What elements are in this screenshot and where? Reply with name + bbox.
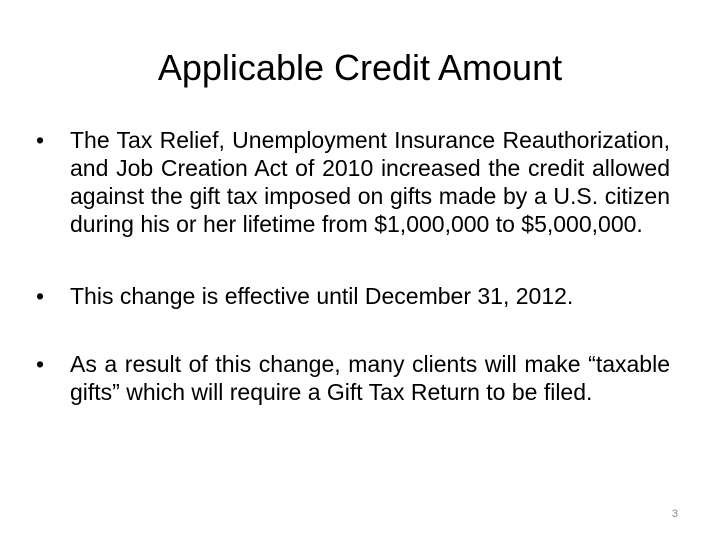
slide-title: Applicable Credit Amount [157, 47, 563, 88]
bullet-mark: • [36, 283, 45, 309]
bullet-text: As a result of this change, many clients will make “taxable gifts” which will require a Gift Tax Return to be filed. [70, 351, 670, 405]
bullet-item [36, 282, 670, 310]
bullet-text: This change is effective until December 31, 2012. [70, 283, 574, 309]
bullet-item [36, 126, 670, 238]
bullet-item [36, 350, 670, 406]
bullet-text: The Tax Relief, Unemployment Insurance Reauthorization, and Job Creation Act of 2010 increased the credit allowed against the gift tax imposed on gifts made by a U.S. citizen during his or her lifetime from $1,000,000 to $5,000,000. [70, 127, 670, 237]
page-number: 3 [671, 508, 678, 520]
bullet-list [36, 126, 670, 450]
bullet-mark: • [36, 127, 45, 153]
bullet-mark: • [36, 351, 45, 377]
